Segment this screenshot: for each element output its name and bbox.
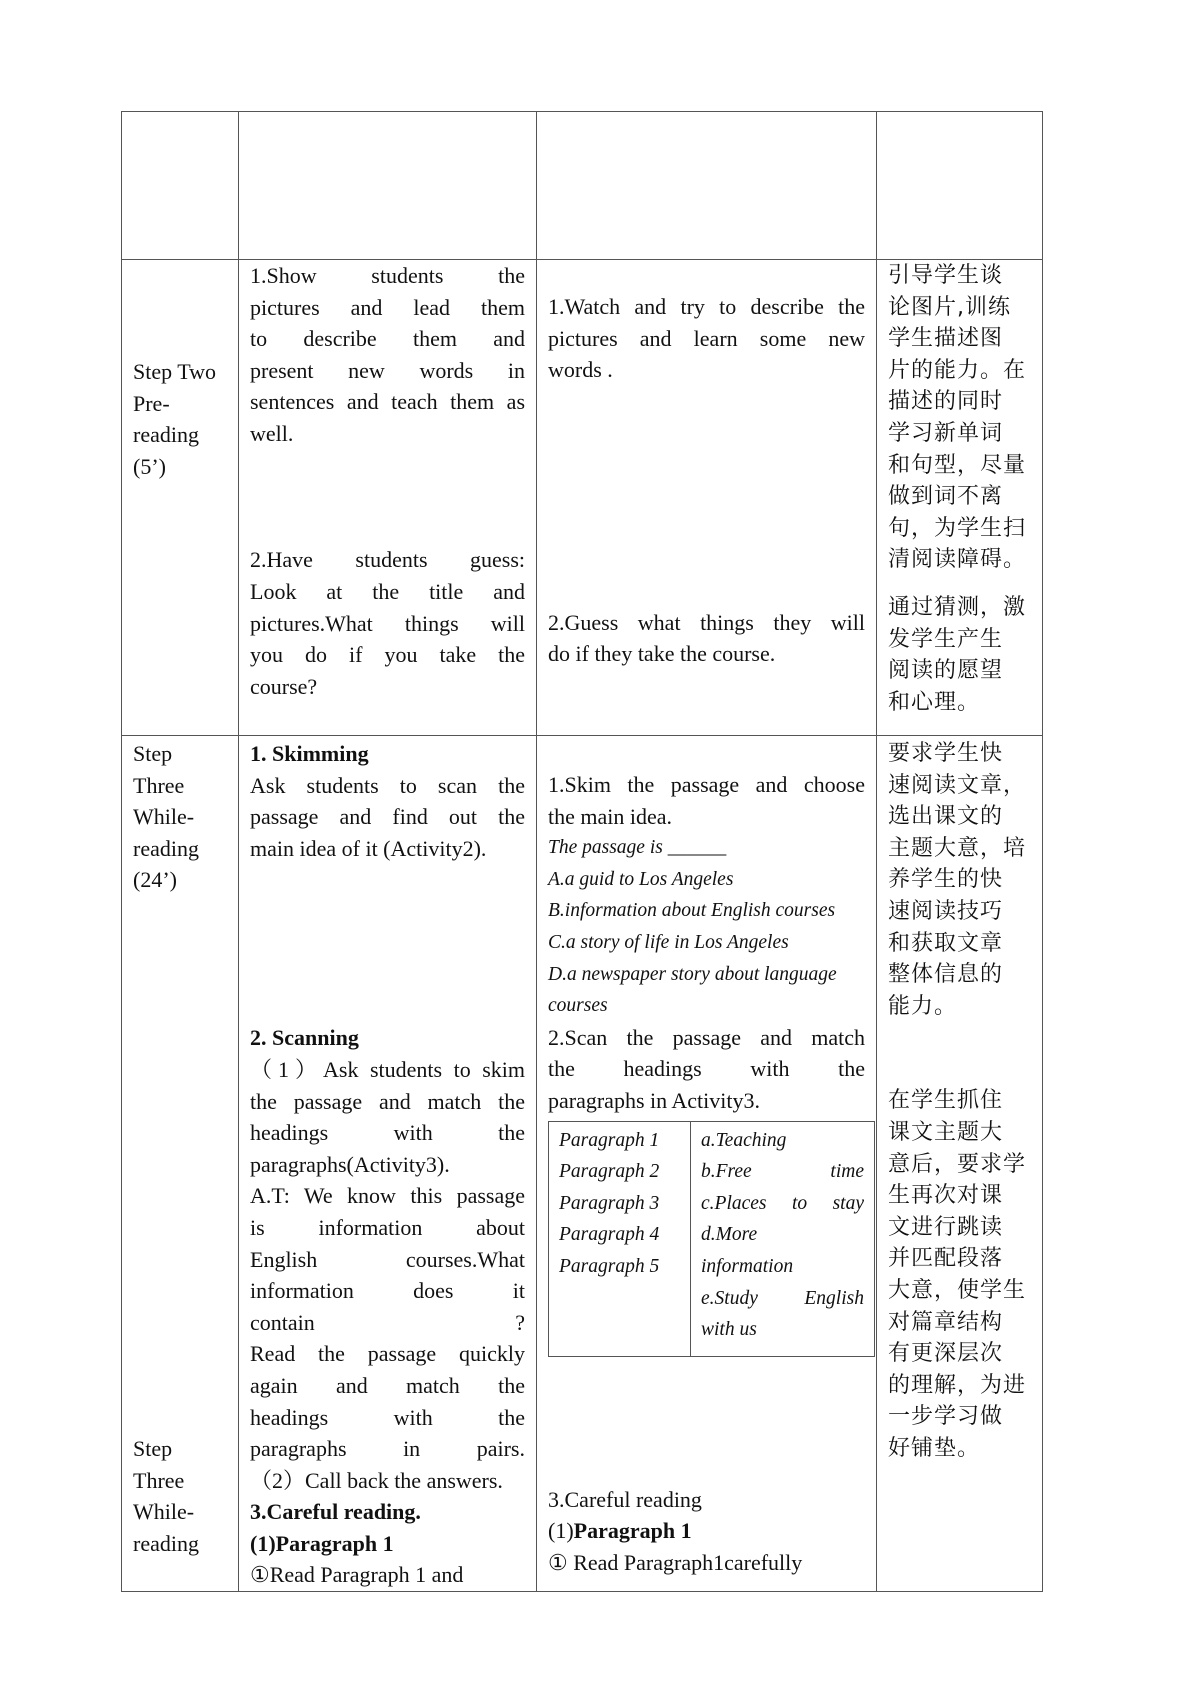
text-line: pictures.What things will	[250, 610, 525, 636]
text-line: 和句型，尽量	[888, 452, 1027, 478]
scanning-heading: 2. Scanning	[250, 1025, 359, 1051]
text-line: 速阅读文章，	[888, 772, 1027, 798]
paragraph-label	[548, 1515, 865, 1547]
text-line: a.Teaching	[701, 1129, 787, 1151]
purpose-text-2	[888, 1085, 1031, 1464]
paragraph-bold: Paragraph 1	[573, 1518, 692, 1544]
skimming-heading: 1. Skimming	[250, 741, 369, 766]
text-line: 2.Guess what things they will	[548, 609, 865, 635]
text-line: 2.Scan the passage and match	[548, 1024, 865, 1050]
careful-reading-label: 3.Careful reading	[548, 1486, 702, 1512]
purpose-cell	[877, 112, 1043, 260]
text-line: reading	[133, 422, 199, 448]
student-careful	[548, 1547, 865, 1579]
text-line: reading	[133, 835, 199, 861]
text-line: is information about	[250, 1214, 525, 1240]
step-cell	[122, 260, 239, 736]
text-line: Paragraph 5	[559, 1255, 660, 1277]
text-line: 和获取文章	[888, 930, 1004, 956]
text-line: 一步学习做	[888, 1404, 1004, 1430]
text-line: ①Read Paragraph 1 and	[250, 1562, 464, 1588]
text-line: pictures and learn some new	[548, 325, 865, 351]
text-line: 学习新单词	[888, 420, 1004, 446]
text-line: Paragraph 1	[559, 1129, 660, 1151]
text-line: 学生描述图	[888, 326, 1004, 352]
step-cell	[122, 736, 239, 1592]
teacher-activity-cell	[239, 260, 537, 736]
table-row	[122, 260, 1043, 736]
student-activity-cell	[537, 260, 877, 736]
text-line: headings with the	[250, 1404, 525, 1430]
text-line: 描述的同时	[888, 389, 1004, 415]
text-line: 做到词不离	[888, 484, 1004, 510]
text-line: present new words in	[250, 357, 525, 383]
text-line: to describe them and	[250, 326, 525, 352]
teacher-activity-cell	[239, 736, 537, 1592]
teacher-skimming	[250, 770, 525, 865]
student-skimming	[548, 769, 865, 832]
text-line: 和心理。	[888, 689, 981, 715]
text-line: 生再次对课	[888, 1183, 1004, 1209]
paragraph-heading: (1)Paragraph 1	[250, 1530, 394, 1556]
step-label-continued	[133, 1433, 227, 1559]
text-line: sentences and teach them as	[250, 389, 525, 415]
text-line: 能力。	[888, 993, 958, 1019]
text-line: Read the passage quickly	[250, 1341, 525, 1367]
text-line: Step	[133, 741, 173, 766]
text-line: The passage is ______	[548, 837, 727, 859]
text-line: d.More	[701, 1224, 758, 1246]
text-line: ① Read Paragraph1carefully	[548, 1549, 803, 1575]
text-line: 整体信息的	[888, 962, 1004, 988]
text-line: 引导学生谈	[888, 263, 1004, 288]
text-line: contain ?	[250, 1309, 525, 1335]
text-line: 意后，要求学	[888, 1151, 1027, 1177]
table-row	[122, 736, 1043, 1592]
table-row	[122, 112, 1043, 260]
text-line: 清阅读障碍。	[888, 547, 1027, 573]
text-line: 句，为学生扫	[888, 515, 1027, 541]
text-line: B.information about English courses	[548, 900, 836, 922]
text-line: Step Two	[133, 359, 217, 384]
text-line: well.	[250, 420, 294, 446]
text-line: 1.Show students the	[250, 263, 525, 288]
main-idea-options	[548, 832, 865, 1022]
text-line: 好铺垫。	[888, 1435, 981, 1461]
text-line: Three	[133, 1467, 185, 1493]
text-line: Step	[133, 1435, 173, 1461]
heading-list	[691, 1121, 875, 1356]
text-line: 大意，使学生	[888, 1277, 1027, 1303]
text-line: 论图片,训练	[888, 294, 1011, 320]
student-step-2	[548, 607, 865, 670]
text-line: A.a guid to Los Angeles	[548, 868, 734, 890]
text-line: 有更深层次	[888, 1341, 1004, 1367]
text-line: the main idea.	[548, 803, 673, 829]
text-line: C.a story of life in Los Angeles	[548, 931, 789, 953]
text-line: main idea of it (Activity2).	[250, 835, 487, 861]
text-line: paragraphs in pairs.	[250, 1436, 525, 1462]
step-label	[122, 260, 238, 482]
text-line: Paragraph 4	[559, 1224, 660, 1246]
lesson-plan-table	[121, 111, 1043, 1592]
text-line: 课文主题大	[888, 1119, 1004, 1145]
text-line: paragraphs in Activity3.	[548, 1087, 761, 1113]
text-line: 1.Skim the passage and choose	[548, 772, 865, 797]
purpose-cell	[877, 736, 1043, 1592]
text-line: 并匹配段落	[888, 1246, 1004, 1272]
text-line: the passage and match the	[250, 1088, 525, 1114]
text-line: (24’)	[133, 867, 177, 893]
text-line: 2.Have students guess:	[250, 547, 525, 573]
text-line: e.Study English	[701, 1287, 864, 1309]
student-step-1	[548, 291, 865, 386]
text-line: 发学生产生	[888, 626, 1004, 652]
text-line: 片的能力。在	[888, 357, 1027, 383]
student-scanning	[548, 1022, 865, 1117]
text-line: 要求学生快	[888, 741, 1004, 766]
text-line: （2）Call back the answers.	[250, 1467, 503, 1493]
text-line: 主题大意，培	[888, 835, 1027, 861]
student-activity-cell	[537, 736, 877, 1592]
text-line: Paragraph 2	[559, 1161, 660, 1183]
text-line: you do if you take the	[250, 642, 525, 668]
text-line: pictures and lead them	[250, 294, 525, 320]
paragraph-prefix: (1)	[548, 1518, 574, 1544]
text-line: course?	[250, 673, 318, 699]
purpose-text-1	[888, 260, 1031, 576]
text-line: D.a newspaper story about language	[548, 963, 837, 985]
text-line: 养学生的快	[888, 867, 1004, 893]
text-line: Look at the title and	[250, 578, 525, 604]
teacher-careful	[250, 1559, 525, 1591]
teacher-step-2	[250, 544, 525, 702]
text-line: do if they take the course.	[548, 641, 776, 667]
text-line: 速阅读技巧	[888, 898, 1004, 924]
text-line: While-	[133, 804, 195, 830]
text-line: again and match the	[250, 1372, 525, 1398]
text-line: passage and find out the	[250, 804, 525, 830]
student-activity-cell	[537, 112, 877, 260]
text-line: information	[701, 1255, 794, 1277]
text-line: Ask students to scan the	[250, 772, 525, 798]
paragraph-list	[549, 1121, 691, 1356]
text-line: 通过猜测，激	[888, 594, 1027, 620]
text-line: English courses.What	[250, 1246, 525, 1272]
text-line: (5’)	[133, 453, 166, 479]
purpose-cell	[877, 260, 1043, 736]
text-line: c.Places to stay	[701, 1192, 864, 1214]
matching-table	[548, 1121, 875, 1357]
text-line: reading	[133, 1530, 199, 1556]
purpose-text-1	[888, 738, 1031, 1022]
text-line: Pre-	[133, 390, 170, 416]
text-line: Paragraph 3	[559, 1192, 660, 1214]
text-line: 选出课文的	[888, 804, 1004, 830]
text-line: 的理解，为进	[888, 1372, 1027, 1398]
teacher-scanning	[250, 1054, 525, 1496]
text-line: 阅读的愿望	[888, 658, 1004, 684]
text-line: A.T: We know this passage	[250, 1183, 525, 1209]
text-line: 在学生抓住	[888, 1088, 1004, 1114]
text-line: 对篇章结构	[888, 1309, 1004, 1335]
text-line: the headings with the	[548, 1056, 865, 1082]
purpose-text-2	[888, 592, 1031, 718]
step-label	[133, 738, 227, 896]
text-line: words .	[548, 357, 613, 383]
careful-reading-heading: 3.Careful reading.	[250, 1499, 421, 1525]
text-line: courses	[548, 995, 608, 1017]
text-line: 文进行跳读	[888, 1214, 1004, 1240]
text-line: headings with the	[250, 1120, 525, 1146]
text-line: paragraphs(Activity3).	[250, 1151, 450, 1177]
text-line: 1.Watch and try to describe the	[548, 294, 865, 319]
text-line: While-	[133, 1499, 195, 1525]
text-line: （1）Ask students to skim	[250, 1056, 525, 1082]
teacher-activity-cell	[239, 112, 537, 260]
text-line: b.Free time	[701, 1161, 864, 1183]
text-line: with us	[701, 1319, 757, 1341]
text-line: information does it	[250, 1278, 525, 1304]
step-cell	[122, 112, 239, 260]
text-line: Three	[133, 772, 185, 798]
teacher-step-1	[250, 260, 525, 450]
